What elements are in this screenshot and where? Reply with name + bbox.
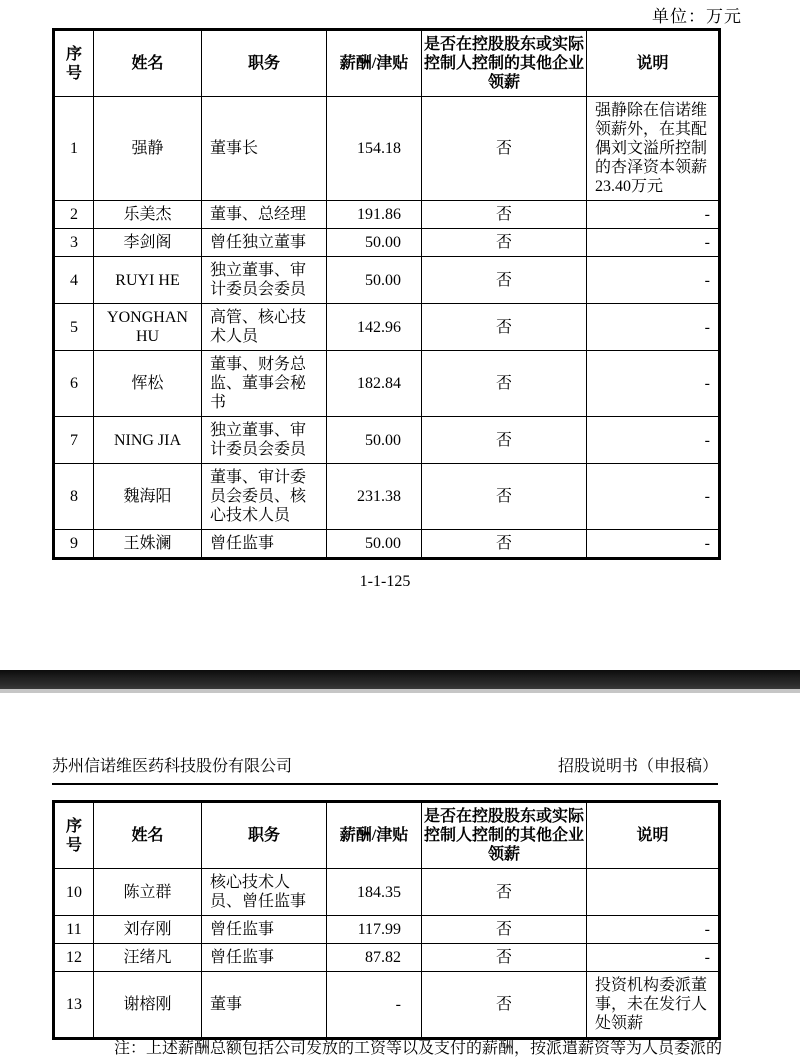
cell-position: 曾任监事 <box>202 530 327 559</box>
cell-controlled-pay: 否 <box>422 351 587 417</box>
cell-note: - <box>587 351 720 417</box>
cell-position: 曾任独立董事 <box>202 229 327 257</box>
cell-salary: 50.00 <box>327 229 422 257</box>
cell-no: 8 <box>54 464 94 530</box>
cell-salary: 184.35 <box>327 869 422 916</box>
cell-controlled-pay: 否 <box>422 417 587 464</box>
cell-salary: 87.82 <box>327 944 422 972</box>
table-row <box>54 257 720 304</box>
cell-name: 魏海阳 <box>94 464 202 530</box>
cell-controlled-pay: 否 <box>422 972 587 1039</box>
cell-note: - <box>587 201 720 229</box>
cell-no: 13 <box>54 972 94 1039</box>
cell-controlled-pay: 否 <box>422 257 587 304</box>
cell-note: - <box>587 944 720 972</box>
table-row <box>54 464 720 530</box>
cell-no: 4 <box>54 257 94 304</box>
cell-position: 高管、核心技术人员 <box>202 304 327 351</box>
cell-controlled-pay: 否 <box>422 916 587 944</box>
table-row <box>54 530 720 559</box>
cell-salary: 117.99 <box>327 916 422 944</box>
cell-controlled-pay: 否 <box>422 869 587 916</box>
table-row <box>54 201 720 229</box>
cell-name: 乐美杰 <box>94 201 202 229</box>
column-header-controlled-pay: 是否在控股股东或实际控制人控制的其他企业领薪 <box>422 802 587 869</box>
cell-no: 3 <box>54 229 94 257</box>
cell-name: 恽松 <box>94 351 202 417</box>
table-row <box>54 916 720 944</box>
cell-salary: 50.00 <box>327 530 422 559</box>
cell-name: 强静 <box>94 97 202 201</box>
cell-position: 董事、审计委员会委员、核心技术人员 <box>202 464 327 530</box>
cell-controlled-pay: 否 <box>422 464 587 530</box>
cell-position: 独立董事、审计委员会委员 <box>202 417 327 464</box>
cell-name: RUYI HE <box>94 257 202 304</box>
column-header-index: 序号 <box>54 30 94 97</box>
table-row <box>54 229 720 257</box>
cell-no: 5 <box>54 304 94 351</box>
unit-label: 单位：万元 <box>652 7 742 26</box>
column-header-name: 姓名 <box>94 802 202 869</box>
table-body-page2 <box>54 869 720 1039</box>
table-row <box>54 972 720 1039</box>
cell-name: 谢榕刚 <box>94 972 202 1039</box>
compensation-table-page2 <box>52 800 721 1040</box>
cell-no: 11 <box>54 916 94 944</box>
footnote-clipped: 注：上述薪酬总额包括公司发放的工资等以及支付的薪酬，按派遣薪资等为人员委派的 <box>114 1040 723 1057</box>
cell-name: NING JIA <box>94 417 202 464</box>
cell-note: - <box>587 464 720 530</box>
cell-name: YONGHAN HU <box>94 304 202 351</box>
cell-position: 董事长 <box>202 97 327 201</box>
table-row <box>54 304 720 351</box>
column-header-index: 序号 <box>54 802 94 869</box>
cell-note: - <box>587 417 720 464</box>
cell-no: 7 <box>54 417 94 464</box>
page-number: 1-1-125 <box>359 573 411 590</box>
cell-controlled-pay: 否 <box>422 229 587 257</box>
cell-salary: 50.00 <box>327 257 422 304</box>
cell-position: 曾任监事 <box>202 944 327 972</box>
column-header-position: 职务 <box>202 30 327 97</box>
doc-header-company: 苏州信诺维医药科技股份有限公司 <box>52 758 293 775</box>
cell-salary: 50.00 <box>327 417 422 464</box>
cell-salary: 231.38 <box>327 464 422 530</box>
table-row <box>54 97 720 201</box>
cell-no: 10 <box>54 869 94 916</box>
cell-name: 陈立群 <box>94 869 202 916</box>
cell-position: 独立董事、审计委员会委员 <box>202 257 327 304</box>
cell-controlled-pay: 否 <box>422 201 587 229</box>
table-row <box>54 351 720 417</box>
column-header-name: 姓名 <box>94 30 202 97</box>
cell-note: - <box>587 304 720 351</box>
cell-position: 董事、总经理 <box>202 201 327 229</box>
cell-no: 12 <box>54 944 94 972</box>
cell-salary: 191.86 <box>327 201 422 229</box>
column-header-note: 说明 <box>587 30 720 97</box>
cell-salary: 182.84 <box>327 351 422 417</box>
cell-note: - <box>587 530 720 559</box>
cell-controlled-pay: 否 <box>422 530 587 559</box>
cell-position: 董事 <box>202 972 327 1039</box>
cell-note: 强静除在信诺维领薪外，在其配偶刘文溢所控制的杏泽资本领薪23.40万元 <box>587 97 720 201</box>
cell-no: 9 <box>54 530 94 559</box>
column-header-salary: 薪酬/津贴 <box>327 30 422 97</box>
cell-controlled-pay: 否 <box>422 944 587 972</box>
cell-salary: 142.96 <box>327 304 422 351</box>
cell-no: 6 <box>54 351 94 417</box>
table-header-row <box>54 30 720 97</box>
cell-name: 王姝澜 <box>94 530 202 559</box>
table-row <box>54 417 720 464</box>
cell-note: 投资机构委派董事，未在发行人处领薪 <box>587 972 720 1039</box>
cell-name: 刘存刚 <box>94 916 202 944</box>
page-break-bar <box>0 670 800 693</box>
column-header-note: 说明 <box>587 802 720 869</box>
table-row <box>54 869 720 916</box>
column-header-position: 职务 <box>202 802 327 869</box>
doc-header <box>52 753 718 785</box>
column-header-salary: 薪酬/津贴 <box>327 802 422 869</box>
cell-salary: - <box>327 972 422 1039</box>
cell-note <box>587 869 720 916</box>
column-header-controlled-pay: 是否在控股股东或实际控制人控制的其他企业领薪 <box>422 30 587 97</box>
cell-note: - <box>587 257 720 304</box>
table-row <box>54 944 720 972</box>
cell-controlled-pay: 否 <box>422 304 587 351</box>
cell-position: 董事、财务总监、董事会秘书 <box>202 351 327 417</box>
cell-name: 李剑阁 <box>94 229 202 257</box>
cell-position: 核心技术人员、曾任监事 <box>202 869 327 916</box>
cell-position: 曾任监事 <box>202 916 327 944</box>
table-body-page1 <box>54 97 720 559</box>
cell-no: 1 <box>54 97 94 201</box>
table-header-row <box>54 802 720 869</box>
compensation-table-page1 <box>52 28 721 560</box>
cell-note: - <box>587 916 720 944</box>
doc-header-title: 招股说明书（申报稿） <box>557 758 718 775</box>
cell-note: - <box>587 229 720 257</box>
cell-controlled-pay: 否 <box>422 97 587 201</box>
cell-no: 2 <box>54 201 94 229</box>
cell-salary: 154.18 <box>327 97 422 201</box>
cell-name: 汪绪凡 <box>94 944 202 972</box>
